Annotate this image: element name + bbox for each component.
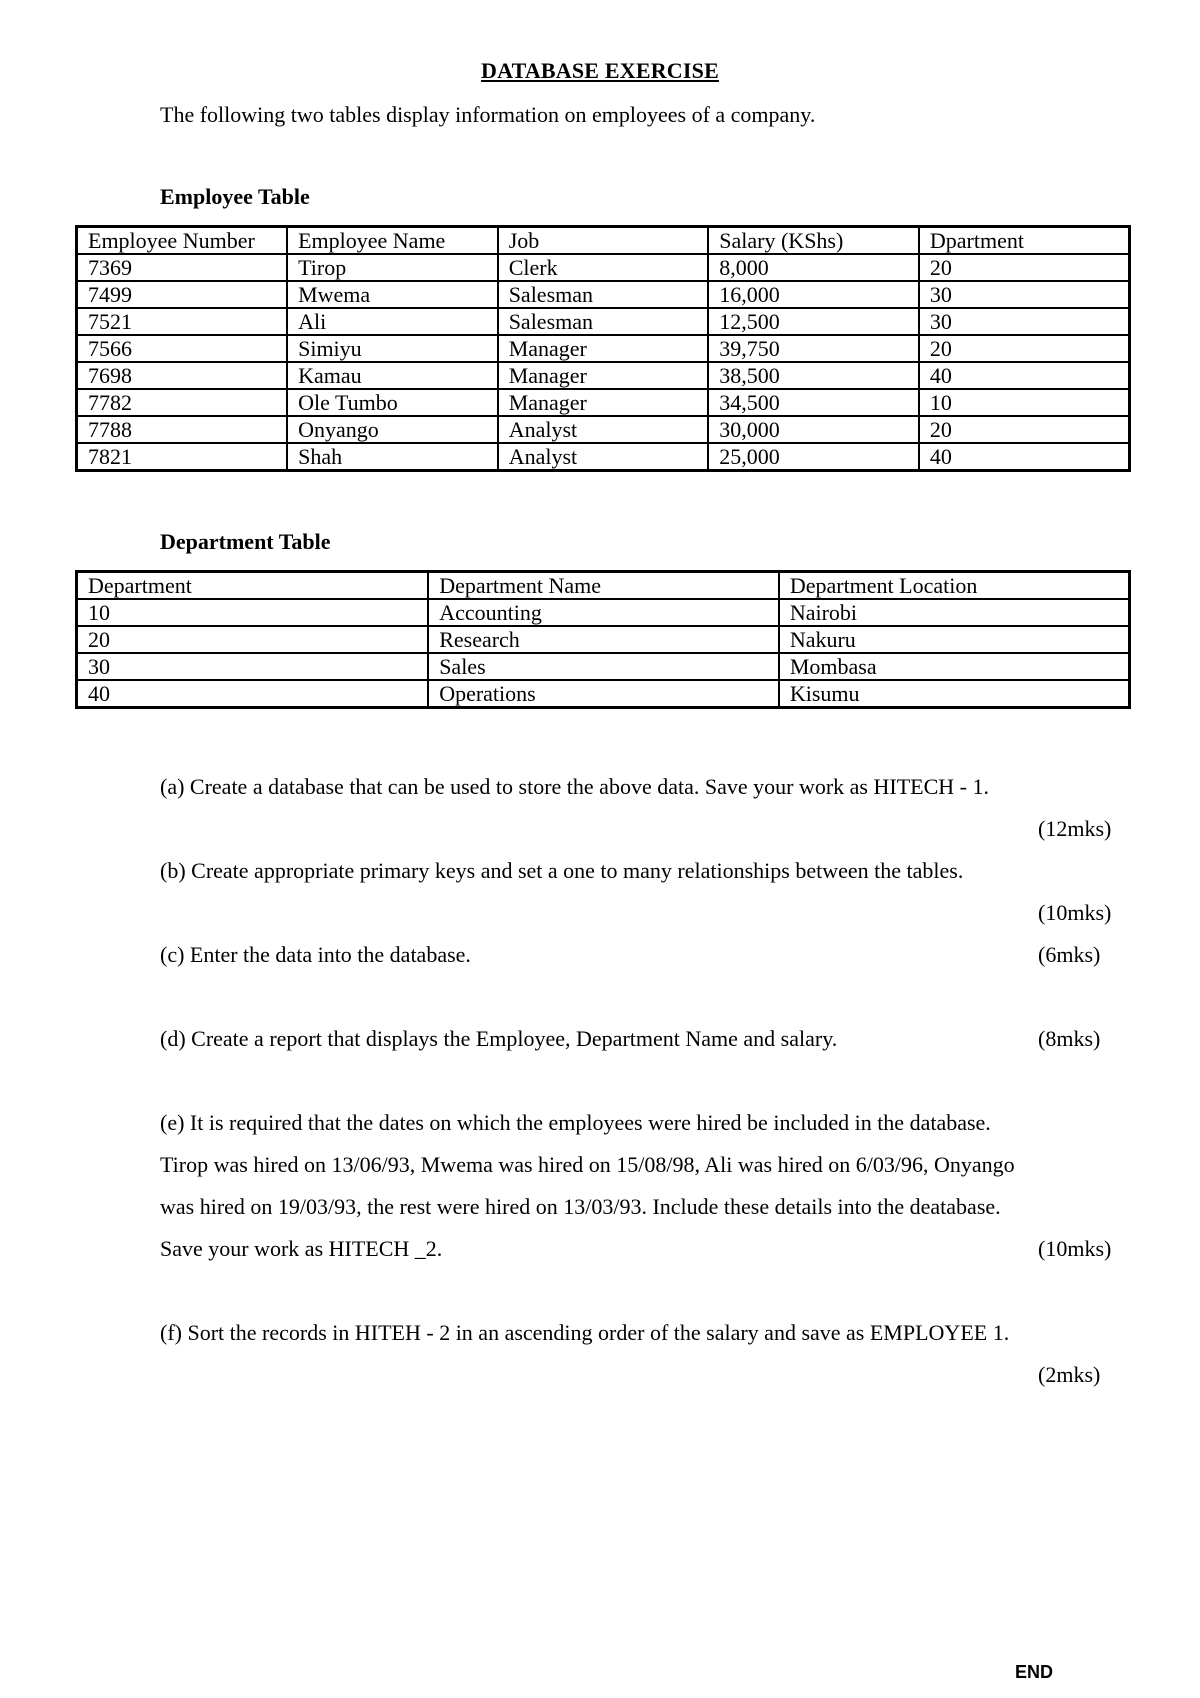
department-table [75,570,1131,709]
employee-table-cell: 8,000 [708,254,919,281]
department-table-cell: Nakuru [779,626,1130,653]
employee-table-cell: 30 [919,281,1130,308]
table-row [77,626,1130,653]
employee-table-header-row [77,227,1130,255]
department-table-column-header: Department [77,572,429,600]
employee-table-cell: Mwema [287,281,498,308]
employee-table-cell: Manager [498,389,709,416]
table-row [77,653,1130,680]
employee-table-column-header: Job [498,227,709,255]
department-table-cell: 30 [77,653,429,680]
employee-table-cell: 40 [919,443,1130,471]
table-row [77,308,1130,335]
employee-table-cell: Kamau [287,362,498,389]
employee-table-cell: 38,500 [708,362,919,389]
employee-table-cell: Simiyu [287,335,498,362]
question-f: (f) Sort the records in HITEH - 2 in an ascending order of the salary and save as EMPLOYEE 1. [160,1320,1010,1345]
employee-table [75,225,1131,472]
employee-table-cell: 7521 [77,308,288,335]
question-c: (c) Enter the data into the database. [160,942,471,967]
intro-text: The following two tables display information on employees of a company. [160,102,816,127]
employee-table-cell: Analyst [498,443,709,471]
table-row [77,599,1130,626]
end-label: END [1015,1662,1054,1682]
employee-table-cell: 7698 [77,362,288,389]
question-c-marks: (6mks) [1038,942,1101,967]
employee-table-cell: Shah [287,443,498,471]
employee-table-cell: 7499 [77,281,288,308]
employee-table-cell: 20 [919,335,1130,362]
department-table-cell: Nairobi [779,599,1130,626]
department-table-cell: 40 [77,680,429,708]
employee-table-cell: 20 [919,254,1130,281]
table-row [77,416,1130,443]
department-table-cell: Mombasa [779,653,1130,680]
question-b: (b) Create appropriate primary keys and set a one to many relationships between the tables. [160,858,964,883]
employee-table-cell: 7788 [77,416,288,443]
question-d: (d) Create a report that displays the Employee, Department Name and salary. [160,1026,838,1051]
page-title: DATABASE EXERCISE [481,58,719,83]
table-row [77,680,1130,708]
employee-table-cell: Tirop [287,254,498,281]
department-table-cell: Kisumu [779,680,1130,708]
employee-table-cell: Ali [287,308,498,335]
department-table-cell: Sales [428,653,779,680]
department-table-cell: Accounting [428,599,779,626]
employee-table-column-header: Dpartment [919,227,1130,255]
employee-table-cell: 7782 [77,389,288,416]
department-table-header-row [77,572,1130,600]
employee-table-cell: Salesman [498,281,709,308]
employee-table-cell: Manager [498,335,709,362]
employee-table-cell: 7369 [77,254,288,281]
department-table-column-header: Department Name [428,572,779,600]
table-row [77,281,1130,308]
question-d-marks: (8mks) [1038,1026,1101,1051]
employee-table-cell: 40 [919,362,1130,389]
table-row [77,443,1130,471]
employee-table-cell: 30 [919,308,1130,335]
question-e-line-4: Save your work as HITECH _2. [160,1236,443,1261]
department-table-cell: 10 [77,599,429,626]
question-e-line-2: Tirop was hired on 13/06/93, Mwema was hired on 15/08/98, Ali was hired on 6/03/96, Onyango [160,1152,1015,1177]
question-a: (a) Create a database that can be used to store the above data. Save your work as HITECH - 1. [160,774,989,799]
table-row [77,362,1130,389]
department-table-cell: Operations [428,680,779,708]
employee-table-cell: Onyango [287,416,498,443]
question-e-line-1: (e) It is required that the dates on which the employees were hired be included in the database. [160,1110,991,1135]
employee-table-cell: Manager [498,362,709,389]
department-table-cell: Research [428,626,779,653]
question-e-marks: (10mks) [1038,1236,1112,1261]
table-row [77,335,1130,362]
question-b-marks: (10mks) [1038,900,1112,925]
employee-table-cell: Ole Tumbo [287,389,498,416]
employee-table-cell: Analyst [498,416,709,443]
employee-table-cell: 12,500 [708,308,919,335]
table-row [77,254,1130,281]
employee-table-cell: Clerk [498,254,709,281]
employee-table-cell: 20 [919,416,1130,443]
employee-table-cell: 34,500 [708,389,919,416]
employee-table-column-header: Salary (KShs) [708,227,919,255]
employee-table-cell: 7821 [77,443,288,471]
department-table-cell: 20 [77,626,429,653]
table-row [77,389,1130,416]
employee-table-cell: Salesman [498,308,709,335]
employee-table-cell: 25,000 [708,443,919,471]
employee-table-cell: 10 [919,389,1130,416]
department-table-column-header: Department Location [779,572,1130,600]
employee-table-cell: 39,750 [708,335,919,362]
employee-table-cell: 16,000 [708,281,919,308]
department-table-heading: Department Table [160,529,331,554]
employee-table-column-header: Employee Name [287,227,498,255]
employee-table-column-header: Employee Number [77,227,288,255]
employee-table-cell: 7566 [77,335,288,362]
employee-table-heading: Employee Table [160,184,310,209]
question-e-line-3: was hired on 19/03/93, the rest were hired on 13/03/93. Include these details into the deatabase. [160,1194,1001,1219]
question-a-marks: (12mks) [1038,816,1112,841]
employee-table-cell: 30,000 [708,416,919,443]
question-f-marks: (2mks) [1038,1362,1101,1387]
